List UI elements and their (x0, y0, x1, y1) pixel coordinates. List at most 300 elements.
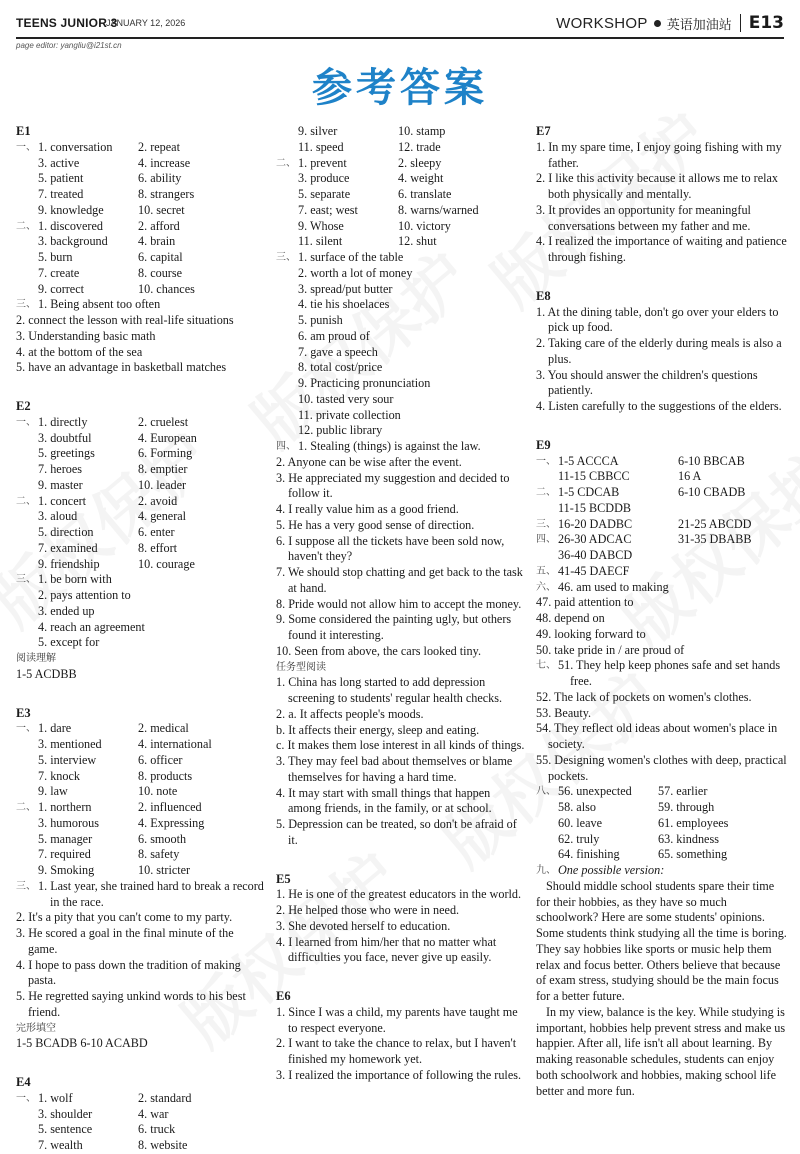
answer-item: 1. northern (38, 800, 92, 814)
answer-item: 7. create (38, 265, 80, 280)
answer-row (16, 462, 266, 478)
answer-entry (276, 1068, 526, 1084)
part-label (276, 140, 298, 156)
answer-entry (276, 376, 526, 392)
answer-column-3 (536, 124, 788, 1099)
answer-text (536, 171, 788, 203)
answer-text (276, 786, 526, 818)
answer-entry (536, 305, 788, 337)
part-label (16, 737, 38, 753)
answer-text-content: 4. I really value him as a good friend. (276, 502, 459, 516)
answer-item: 1-5 ACCCA (558, 453, 619, 468)
answer-entry (276, 518, 526, 534)
answer-text (16, 958, 266, 990)
part-label: 一、 (536, 455, 556, 467)
answer-item: 6. truck (138, 1122, 176, 1137)
answer-text-content: 53. Beauty. (536, 705, 592, 720)
answer-entry (276, 723, 526, 739)
essay-paragraph (536, 1005, 788, 1100)
answer-text (298, 297, 526, 313)
answer-entry (16, 879, 266, 911)
answer-entry (276, 707, 526, 723)
answer-item: 2. repeat (138, 139, 180, 154)
answer-item: 4. increase (138, 155, 191, 170)
part-label (536, 847, 558, 863)
answer-item: 6. smooth (138, 831, 187, 846)
answer-row (16, 219, 266, 235)
answer-text-content: 4. Listen carefully to the suggestions of the elders. (536, 399, 782, 413)
part-label (16, 478, 38, 494)
answer-text (38, 635, 266, 651)
answer-text-content: 2. I like this activity because it allows me to relax both physically and mentally. (536, 171, 778, 201)
part-label: 四、 (536, 534, 556, 546)
answer-row (16, 541, 266, 557)
answer-text-content: 3. I realized the importance of following the rules. (276, 1067, 522, 1082)
part-label (16, 156, 38, 172)
answer-text (536, 611, 788, 627)
answer-entry (276, 455, 526, 471)
answer-text (276, 707, 526, 723)
part-label (16, 557, 38, 573)
answer-text-content: 9. Practicing pronunciation (298, 376, 431, 390)
answer-text-content: 6. I suppose all the tickets have been sold now, haven't they? (276, 533, 505, 564)
answer-row (16, 431, 266, 447)
answer-row (16, 509, 266, 525)
answer-text (298, 376, 526, 392)
answer-text-content: 4. It may start with small things that happen among friends, in the family, or at school. (276, 785, 492, 816)
section-heading: E7 (536, 124, 551, 138)
answer-item: 10. chances (138, 281, 195, 296)
part-label (16, 234, 38, 250)
answer-text-content: 2. It's a pity that you can't come to my party. (16, 910, 233, 925)
answer-text-content: 3. They may feel bad about themselves or blame themselves for having a hard time. (276, 754, 513, 784)
answer-item: 2. medical (138, 721, 189, 736)
answer-text-content: 9. Some considered the painting ugly, but others found it interesting. (276, 612, 512, 642)
answer-row (16, 863, 266, 879)
answer-text (536, 595, 788, 611)
part-label (16, 250, 38, 266)
part-label (276, 345, 298, 361)
answer-item: 11. speed (298, 139, 344, 154)
answer-text-content: 2. worth a lot of money (298, 265, 413, 280)
answer-text-content: 1-5 BCADB 6-10 ACABD (16, 1036, 148, 1051)
answer-item: 2. sleepy (398, 155, 442, 170)
part-label (276, 408, 298, 424)
answer-entry (536, 706, 788, 722)
answer-text (276, 644, 526, 660)
part-label (16, 266, 38, 282)
answer-text (298, 282, 526, 298)
part-label: 三、 (16, 299, 36, 311)
answer-item: 60. leave (558, 815, 602, 830)
part-label (16, 187, 38, 203)
answer-item: 3. produce (298, 171, 350, 186)
answer-entry (276, 887, 526, 903)
part-label (16, 784, 38, 800)
answer-entry (536, 336, 788, 368)
answer-column-1 (16, 124, 266, 1154)
issue-date: JANUARY 12, 2026 (106, 18, 186, 28)
part-label: 一、 (16, 1092, 36, 1104)
answer-text (536, 336, 788, 368)
answer-row (16, 1091, 266, 1107)
answer-item: 31-35 DBABB (678, 532, 752, 547)
answer-entry (536, 564, 788, 580)
answer-entry (536, 368, 788, 400)
answer-row (276, 156, 526, 172)
answer-entry (276, 786, 526, 818)
answer-item: 9. Whose (298, 218, 344, 233)
part-label (16, 1138, 38, 1154)
answer-entry (16, 329, 266, 345)
section-name-cn: 英语加油站 (666, 17, 732, 33)
answer-row (16, 203, 266, 219)
answer-item: 3. active (38, 155, 80, 170)
answer-text (276, 1005, 526, 1037)
answer-item: 26-30 ADCAC (558, 532, 632, 547)
answer-row (536, 784, 788, 800)
answer-item: 16 A (678, 469, 702, 484)
answer-row (536, 532, 788, 548)
answer-text-content: 1. surface of the table (298, 250, 404, 264)
answer-entry (276, 1005, 526, 1037)
part-label (16, 753, 38, 769)
answer-row (16, 832, 266, 848)
answer-entry (16, 297, 266, 313)
answer-item: 4. brain (138, 234, 176, 249)
answer-item: 61. employees (658, 815, 729, 830)
answer-item: 10. secret (138, 202, 185, 217)
answer-text-content: 1. Being absent too often (38, 297, 161, 312)
part-label (276, 376, 298, 392)
part-label: 二、 (16, 802, 36, 813)
answer-text-content: 1-5 ACDBB (16, 666, 77, 681)
answer-text (536, 234, 788, 266)
answer-item: 9. master (38, 477, 83, 492)
answer-row (276, 234, 526, 250)
answer-entry (536, 627, 788, 643)
answer-entry (16, 958, 266, 990)
answer-item: 1. directly (38, 414, 88, 429)
answer-item: 8. warns/warned (398, 202, 479, 217)
answer-item: 8. strangers (138, 187, 195, 201)
answer-entry (276, 392, 526, 408)
answer-item: 2. influenced (138, 800, 202, 814)
answer-entry (16, 588, 266, 604)
part-label (16, 171, 38, 187)
answer-text-content: 3. It provides an opportunity for meaningful conversations between my father and me. (536, 202, 751, 233)
answer-text-content: 1. Last year, she trained hard to break a record in the race. (38, 878, 264, 909)
part-label: 八、 (536, 786, 556, 798)
answer-item: 3. shoulder (38, 1106, 93, 1121)
answer-text-content: 52. The lack of pockets on women's clothes. (536, 689, 752, 704)
answer-row (16, 1138, 266, 1154)
part-label: 三、 (16, 574, 36, 586)
answer-text (276, 723, 526, 739)
answer-text-content: 5. He regretted saying unkind words to his best friend. (16, 989, 246, 1019)
answer-row (16, 721, 266, 737)
answer-item: 1. wolf (38, 1090, 73, 1105)
answer-text (298, 345, 526, 361)
answer-text (536, 643, 788, 659)
answer-item: 2. standard (138, 1090, 192, 1105)
answer-entry (536, 171, 788, 203)
answer-entry (276, 534, 526, 566)
answer-text-content: 4. I hope to pass down the tradition of making pasta. (16, 957, 241, 988)
answer-item: 5. interview (38, 752, 97, 767)
answer-item: 6. capital (138, 250, 183, 264)
header-rule (16, 37, 784, 39)
answer-entry (276, 439, 526, 455)
answer-text-content: 2. connect the lesson with real-life situations (16, 313, 234, 327)
publication-name: TEENS JUNIOR 3 (16, 16, 118, 30)
answer-item: 3. doubtful (38, 430, 92, 445)
answer-text-content: 5. have an advantage in basketball matches (16, 360, 227, 375)
answer-entry (536, 234, 788, 266)
part-label (16, 282, 38, 298)
answer-text (536, 721, 788, 753)
answer-item: 6-10 CBADB (678, 485, 746, 499)
answer-entry (276, 408, 526, 424)
answer-text (536, 706, 788, 722)
answer-item: 65. something (658, 847, 728, 862)
answer-item (678, 548, 778, 564)
answer-text-content: 5. Depression can be treated, so don't be afraid of it. (276, 817, 517, 847)
answer-item: 16-20 DADBC (558, 516, 633, 531)
answer-text-content: 10. tasted very sour (298, 391, 394, 406)
answer-entry (276, 738, 526, 754)
answer-row (16, 737, 266, 753)
answer-item: 10. leader (138, 477, 187, 492)
answer-text-content: 3. He scored a goal in the final minute of the game. (16, 926, 234, 956)
answer-text-content: 1. be born with (38, 572, 112, 587)
part-label (276, 219, 298, 235)
answer-entry (276, 423, 526, 439)
answer-entry (276, 817, 526, 849)
answer-item: 58. also (558, 800, 596, 814)
part-label: 三、 (536, 518, 556, 530)
section-name: WORKSHOP (556, 14, 648, 32)
part-label (276, 392, 298, 408)
part-label: 一、 (16, 723, 36, 735)
answer-entry (276, 471, 526, 503)
answer-text (276, 738, 526, 754)
answer-entry (276, 644, 526, 660)
answer-text-content: 1. China has long started to add depression screening to students' regular health checks. (276, 675, 503, 705)
section-heading: E2 (16, 399, 31, 413)
answer-row (16, 282, 266, 298)
answer-item: 11-15 BCDDB (558, 500, 632, 515)
part-label (276, 234, 298, 250)
answer-text (276, 754, 526, 786)
answer-row (16, 816, 266, 832)
answer-text-content: One possible version: (558, 863, 665, 877)
answer-text (298, 360, 526, 376)
answer-item: 10. victory (398, 218, 451, 233)
answer-entry (536, 690, 788, 706)
answer-text-content: 6. am proud of (298, 328, 370, 343)
answer-text-content: 5. except for (38, 635, 100, 650)
part-label (16, 847, 38, 863)
answer-text (558, 580, 788, 596)
answer-item: 4. weight (398, 171, 444, 186)
answer-entry (536, 721, 788, 753)
answer-row (276, 171, 526, 187)
answer-item: 10. note (138, 784, 178, 799)
answer-row (16, 557, 266, 573)
spacer (276, 966, 526, 982)
answer-text-content: 1. In my spare time, I enjoy going fishing with my father. (536, 139, 782, 170)
answer-entry (16, 313, 266, 329)
answer-text (298, 250, 526, 266)
answer-row (16, 234, 266, 250)
part-label: 二、 (16, 220, 36, 232)
part-label: 三、 (16, 880, 36, 892)
answer-text (276, 455, 526, 471)
answer-item: 11. silent (298, 234, 343, 249)
answer-item: 8. safety (138, 847, 180, 862)
answer-item: 2. cruelest (138, 414, 189, 429)
answer-row (16, 478, 266, 494)
answer-text-content: 11. private collection (298, 407, 401, 422)
spacer (16, 376, 266, 392)
answer-row (536, 454, 788, 470)
answer-text (276, 887, 526, 903)
answer-item: 7. east; west (298, 202, 358, 217)
part-label (16, 525, 38, 541)
answer-item: 62. truly (558, 831, 600, 846)
answer-item: 5. sentence (38, 1122, 93, 1137)
part-label (276, 187, 298, 203)
part-label: 二、 (16, 495, 36, 507)
answer-text (16, 360, 266, 376)
answer-text (276, 903, 526, 919)
answer-row (276, 140, 526, 156)
answer-item: 4. war (138, 1106, 169, 1121)
answer-text-content: 8. Pride would not allow him to accept the money. (276, 596, 522, 611)
answer-entry (536, 643, 788, 659)
answer-item (678, 501, 778, 517)
answer-row (16, 753, 266, 769)
answer-item: 5. burn (38, 250, 73, 264)
answer-item: 7. wealth (38, 1138, 83, 1152)
answer-entry (276, 919, 526, 935)
answer-item: 9. friendship (38, 556, 100, 571)
answer-text (38, 604, 266, 620)
answer-row (16, 784, 266, 800)
answer-entry (276, 250, 526, 266)
answer-text (276, 919, 526, 935)
answer-entry (536, 611, 788, 627)
part-label (16, 832, 38, 848)
answer-item: 7. required (38, 847, 91, 862)
answer-text (276, 612, 526, 644)
answer-text-content: 46. am used to making (558, 579, 669, 594)
answer-text-content: 7. We should stop chatting and get back to the task at hand. (276, 565, 523, 595)
answer-text (536, 305, 788, 337)
answer-text-content: 51. They help keep phones safe and set hands free. (558, 658, 781, 688)
part-label (276, 203, 298, 219)
answer-item: 1-5 CDCAB (558, 485, 620, 499)
answer-row (536, 847, 788, 863)
answer-text-content: 3. She devoted herself to education. (276, 918, 451, 933)
answer-item: 57. earlier (658, 784, 708, 799)
part-label (16, 541, 38, 557)
part-label: 六、 (536, 581, 556, 593)
answer-text (536, 140, 788, 172)
answer-entry (276, 345, 526, 361)
answer-text (38, 879, 266, 911)
part-label (16, 635, 38, 651)
answer-entry (276, 935, 526, 967)
answer-text-content: 47. paid attention to (536, 595, 634, 610)
answer-entry (276, 282, 526, 298)
answer-item: 1. concert (38, 493, 87, 508)
answer-entry (536, 203, 788, 235)
answer-row (16, 494, 266, 510)
part-label (276, 423, 298, 439)
answer-text-content: 4. I realized the importance of waiting and patience through fishing. (536, 234, 787, 264)
answer-item: 2. afford (138, 218, 180, 233)
answer-entry (536, 580, 788, 596)
answer-text (38, 297, 266, 313)
answer-row (276, 219, 526, 235)
answer-item: 11-15 CBBCC (558, 469, 630, 484)
answer-text (558, 564, 788, 580)
answer-item: 1. discovered (38, 218, 103, 233)
answer-text-content: 3. Understanding basic math (16, 328, 156, 343)
answer-text-content: 55. Designing women's clothes with deep, practical pockets. (536, 752, 787, 783)
answer-item: 36-40 DABCD (558, 548, 633, 562)
subsection-label: 完形填空 (16, 1022, 56, 1034)
spacer (16, 1052, 266, 1068)
answer-item: 6. translate (398, 187, 452, 201)
answer-entry (536, 399, 788, 415)
answer-item: 6. enter (138, 525, 175, 539)
essay-text: In my view, balance is the key. While studying is important, hobbies help prevent stress and make us happier. After all, life isn't all about learning. By making reasonable schedules, students can enjoy both schoolwork and hobbies, making school life better and more fun. (536, 1004, 786, 1098)
answer-text (298, 408, 526, 424)
answer-item: 6. ability (138, 171, 182, 186)
part-label (16, 816, 38, 832)
part-label (276, 266, 298, 282)
part-label (276, 171, 298, 187)
answer-text-content: 2. He helped those who were in need. (276, 903, 460, 917)
answer-text (298, 329, 526, 345)
answer-text-content: 2. pays attention to (38, 588, 131, 602)
answer-entry (16, 360, 266, 376)
answer-row (16, 847, 266, 863)
part-label: 九、 (536, 865, 556, 876)
part-label (16, 620, 38, 636)
section-heading: E8 (536, 288, 551, 303)
answer-text (16, 313, 266, 329)
answer-item: 9. law (38, 784, 68, 799)
answer-item: 1. dare (38, 721, 72, 736)
answer-item: 1. prevent (298, 155, 347, 170)
answer-text-content: 12. public library (298, 423, 383, 438)
answer-row (16, 800, 266, 816)
answer-text-content: 2. I want to take the chance to relax, but I haven't finished my homework yet. (276, 1036, 517, 1066)
answer-entry (276, 297, 526, 313)
answer-item: 9. silver (298, 124, 338, 138)
answer-item: 56. unexpected (558, 784, 632, 799)
answer-item: 10. courage (138, 556, 195, 571)
answer-text (276, 471, 526, 503)
part-label (276, 282, 298, 298)
answer-text (536, 753, 788, 785)
answer-entry (276, 360, 526, 376)
answer-row (16, 525, 266, 541)
